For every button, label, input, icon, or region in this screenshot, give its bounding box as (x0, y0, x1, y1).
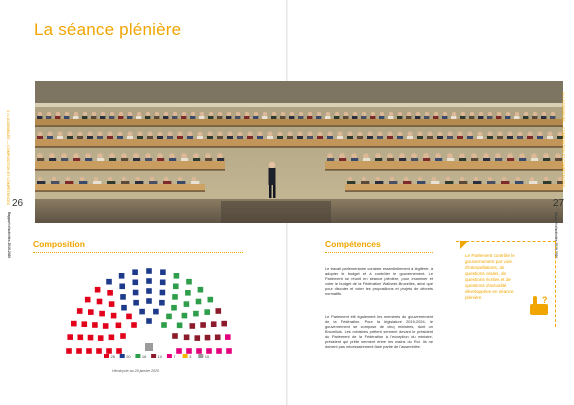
legend-swatch (104, 354, 109, 358)
hemicycle-seat (161, 322, 167, 328)
hemicycle-seat (200, 322, 206, 328)
hemicycle-seat (103, 323, 109, 329)
hemicycle-seat (99, 311, 105, 317)
hemicycle-seat (98, 335, 104, 341)
hemicycle-seat (216, 308, 222, 314)
legend-count: 3 (189, 353, 192, 359)
side-running-title-left: 3 • L'ASSEMBLÉE — COMPOSITION ET COMPÉTENCES (6, 110, 10, 206)
hemicycle-seat (185, 290, 191, 296)
page-title: La séance plénière (34, 20, 182, 39)
report-label-left: Rapport d'activités 2019-2020 (7, 212, 11, 259)
svg-text:?: ? (542, 295, 548, 305)
hemicycle-seat (88, 335, 94, 341)
competences-heading: Compétences (325, 239, 381, 249)
hemicycle-seat (195, 335, 201, 341)
hemicycle-seat (146, 288, 152, 294)
hemicycle-seat (184, 335, 190, 341)
hemicycle-seat (160, 290, 166, 296)
hemicycle-seat (119, 273, 125, 279)
hemicycle-seat (172, 294, 178, 300)
hemicycle-seat (107, 290, 113, 296)
hemicycle-seat (146, 278, 152, 284)
hemicycle-seat (131, 322, 137, 328)
legend-count: 10 (157, 353, 163, 359)
hemicycle-seat (139, 309, 145, 315)
callout-text: Le Parlement contrôle le gouvernement par voie d'interpellations, de questions orales, de questions écrites et de questions d'actualité développées en séance plénière. (465, 253, 515, 300)
hemicycle-seat (146, 318, 152, 324)
hemicycle-seat (82, 321, 88, 327)
legend-swatch (183, 354, 188, 358)
hemicycle-caption: Hémicycle au 29 janvier 2020 (112, 369, 160, 373)
hemicycle-seat (182, 313, 188, 319)
hemicycle-seat (186, 279, 192, 285)
hemicycle-seat (92, 322, 98, 328)
hemicycle-seat (198, 287, 204, 293)
hemicycle-seat (106, 279, 112, 285)
legend-count: 16 (141, 353, 147, 359)
hemicycle-seat (205, 335, 211, 341)
legend-swatch (198, 354, 203, 358)
hemicycle-seat (119, 284, 125, 290)
composition-heading: Composition (33, 239, 85, 249)
hemicycle-seat (215, 335, 221, 341)
hemicycle-seat (95, 287, 101, 293)
hemicycle-seat (146, 298, 152, 304)
hemicycle-seat (193, 311, 199, 317)
plenary-photo (35, 81, 563, 223)
hemicycle-seat (226, 348, 232, 354)
legend-swatch (135, 354, 140, 358)
hemicycle-seat (160, 280, 166, 286)
president-seat (145, 343, 153, 351)
hemicycle-seat (66, 348, 72, 354)
hemicycle-seat (172, 333, 178, 339)
competences-paragraph-1: Le travail parlementaire consiste essentiellement à légiférer, à adopter le budget et à contrôler le gouvernement. Le Parlement se réunit en séance plénière, pour examiner et voter le budget de la Fédération Wallonie-Bruxelles, ainsi que pour discuter et voter les propositions et projets de décrets normatifs. (325, 266, 433, 296)
hemicycle-seat (196, 299, 202, 305)
hemicycle-seat (177, 323, 183, 329)
hemicycle-seat (211, 321, 217, 327)
page-number-left: 26 (12, 198, 24, 209)
hemicycle-seat (97, 299, 103, 305)
hemicycle-seat (133, 300, 139, 306)
hemicycle-seat (221, 321, 227, 327)
legend-count: 10 (204, 353, 210, 359)
hemicycle-seat (67, 334, 73, 340)
hemicycle-seat (184, 301, 190, 307)
hemicycle-seat (133, 290, 139, 296)
legend-count: 28 (110, 353, 115, 359)
hemicycle-seat (96, 348, 102, 354)
legend-swatch (151, 354, 156, 358)
hemicycle-seat (120, 333, 126, 339)
hemicycle-seat (120, 294, 126, 300)
hemicycle-seat (146, 268, 152, 274)
hemicycle-seat (126, 314, 132, 320)
hemicycle-seat (78, 335, 84, 341)
legend-swatch (167, 354, 172, 358)
page-number-right: 27 (553, 198, 565, 209)
hemicycle-seat (173, 284, 179, 290)
hemicycle-seat (76, 348, 82, 354)
hemicycle-seat (85, 297, 91, 303)
hemicycle-seat (153, 309, 159, 315)
hemicycle-seat (77, 308, 83, 314)
hemicycle-seat (204, 309, 210, 315)
hemicycle-seat (111, 313, 117, 319)
hemicycle-seat (109, 301, 115, 307)
hemicycle-seat (159, 300, 165, 306)
question-hand-icon (527, 294, 551, 316)
hemicycle-seat (86, 348, 92, 354)
legend-count: 7 (173, 353, 176, 359)
hemicycle-seat (190, 323, 196, 329)
hemicycle-seat (121, 305, 127, 311)
hemicycle-seat (160, 269, 166, 275)
legend-swatch (120, 354, 125, 358)
hemicycle-seat (174, 273, 180, 279)
hemicycle-seat (71, 321, 77, 327)
hemicycle-legend (104, 353, 214, 359)
hemicycle-seat (208, 297, 214, 303)
hemicycle-seat (88, 309, 94, 315)
side-running-title-right: 3 • L'ASSEMBLÉE — COMPOSITION ET COMPÉTENCES (561, 92, 565, 188)
hemicycle-seat (133, 280, 139, 286)
report-label-right: Rapport d'activités 2019-2020 (554, 212, 558, 259)
competences-divider (325, 252, 433, 253)
hemicycle-seat (216, 348, 222, 354)
hemicycle-seat-chart (58, 255, 240, 355)
competences-paragraph-2: Le Parlement élit également les membres du gouvernement de la Fédération. Pour la législature 2019-2024, le gouvernement se compose de cinq ministres, dont un Bruxellois. Les ministres prêtent serment devant le président du Parlement de la Fédération à l'exception du ministre-président qui prête serment entre les mains du Roi. Ils ne doivent pas nécessairement faire partie de l'assemblée. (325, 314, 433, 349)
composition-divider (33, 252, 243, 253)
hemicycle-seat (225, 334, 231, 340)
hemicycle-seat (109, 335, 115, 341)
legend-count: 20 (126, 353, 131, 359)
hemicycle-seat (116, 323, 122, 329)
hemicycle-seat (166, 314, 172, 320)
hemicycle-seat (132, 269, 138, 275)
hemicycle-seat (171, 305, 177, 311)
